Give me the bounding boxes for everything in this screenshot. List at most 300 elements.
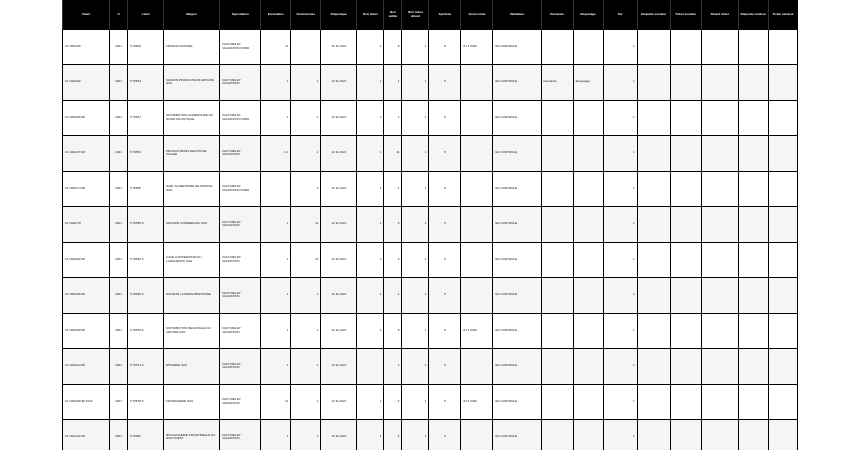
- cell-c10[interactable]: 1: [402, 136, 429, 172]
- table-row[interactable]: [63, 136, 798, 172]
- cell-c21[interactable]: [768, 349, 797, 385]
- cell-c0[interactable]: 10 1040x94 98: [63, 349, 110, 385]
- cell-c9[interactable]: 1: [384, 349, 402, 385]
- cell-c11[interactable]: 5: [429, 65, 461, 101]
- cell-c15[interactable]: [573, 242, 603, 278]
- column-header-c2[interactable]: Label: [128, 0, 164, 29]
- cell-c11[interactable]: 5: [429, 278, 461, 314]
- cell-c17[interactable]: [637, 384, 670, 420]
- cell-c1[interactable]: 2021: [110, 242, 128, 278]
- cell-c0[interactable]: 10 1040x98 98 1040: [63, 384, 110, 420]
- cell-c15[interactable]: [573, 136, 603, 172]
- cell-c17[interactable]: [637, 65, 670, 101]
- cell-c21[interactable]: [768, 313, 797, 349]
- cell-c20[interactable]: [738, 136, 768, 172]
- cell-c9[interactable]: 2: [384, 242, 402, 278]
- cell-c19[interactable]: [701, 207, 738, 243]
- cell-c18[interactable]: [670, 171, 701, 207]
- cell-c13[interactable]: EN CONTROLE: [493, 207, 541, 243]
- cell-c5[interactable]: 1: [261, 65, 291, 101]
- cell-c11[interactable]: 5: [429, 171, 461, 207]
- cell-c15[interactable]: [573, 171, 603, 207]
- table-row[interactable]: [63, 349, 798, 385]
- cell-c6[interactable]: 1: [291, 313, 321, 349]
- cell-c17[interactable]: [637, 420, 670, 450]
- cell-c21[interactable]: [768, 65, 797, 101]
- cell-c3[interactable]: BOULANGERIE INDUSTRIELLE DU SUD OUEST: [164, 420, 220, 450]
- cell-c15[interactable]: [573, 100, 603, 136]
- cell-c0[interactable]: 10 1040x86 98: [63, 278, 110, 314]
- cell-c5[interactable]: 11: [261, 29, 291, 65]
- cell-c18[interactable]: [670, 65, 701, 101]
- cell-c10[interactable]: 1: [402, 207, 429, 243]
- cell-c19[interactable]: [701, 242, 738, 278]
- cell-c9[interactable]: 5: [384, 29, 402, 65]
- cell-c4[interactable]: FACTURE ET VALIDATION: [220, 349, 261, 385]
- table-body: [63, 29, 798, 450]
- cell-c18[interactable]: [670, 349, 701, 385]
- cell-c12[interactable]: [461, 136, 493, 172]
- column-header-c19[interactable]: Dinard ticket: [701, 0, 738, 29]
- cell-c2[interactable]: 5 76547: [128, 100, 164, 136]
- cell-c2[interactable]: 5 76566 9: [128, 278, 164, 314]
- cell-c13[interactable]: EN CONTROLE: [493, 100, 541, 136]
- cell-c16[interactable]: 1: [603, 384, 637, 420]
- cell-c8[interactable]: 1: [357, 313, 384, 349]
- cell-c9[interactable]: 5: [384, 313, 402, 349]
- cell-c11[interactable]: 5: [429, 136, 461, 172]
- cell-c19[interactable]: [701, 136, 738, 172]
- cell-c21[interactable]: [768, 420, 797, 450]
- cell-c8[interactable]: 1: [357, 100, 384, 136]
- cell-c11[interactable]: 5: [429, 207, 461, 243]
- cell-c4[interactable]: FACTURE ET VALIDATION: [220, 278, 261, 314]
- cell-c21[interactable]: [768, 278, 797, 314]
- cell-c12[interactable]: [461, 242, 493, 278]
- cell-c3[interactable]: SOCIETE LAITIERE BRETONNE: [164, 278, 220, 314]
- cell-c19[interactable]: [701, 384, 738, 420]
- cell-c16[interactable]: 1: [603, 171, 637, 207]
- cell-c10[interactable]: 1: [402, 349, 429, 385]
- cell-c15[interactable]: [573, 29, 603, 65]
- column-header-c8[interactable]: Noir ticket: [357, 0, 384, 29]
- column-header-c11[interactable]: Symbole: [429, 0, 461, 29]
- cell-c3[interactable]: MAISON PRODUCTEUR GROUPE SAS: [164, 65, 220, 101]
- cell-c14[interactable]: [541, 349, 573, 385]
- cell-c20[interactable]: [738, 100, 768, 136]
- cell-c0[interactable]: 10 1040x78: [63, 207, 110, 243]
- cell-c15[interactable]: [573, 313, 603, 349]
- cell-c16[interactable]: 1: [603, 136, 637, 172]
- column-header-c15[interactable]: Etiquetage: [573, 0, 603, 29]
- cell-c9[interactable]: 5: [384, 207, 402, 243]
- cell-c17[interactable]: [637, 313, 670, 349]
- cell-c9[interactable]: 5: [384, 420, 402, 450]
- cell-c7[interactable]: 12 11 2021: [321, 420, 357, 450]
- cell-c16[interactable]: 1: [603, 242, 637, 278]
- cell-c20[interactable]: [738, 420, 768, 450]
- cell-c4[interactable]: FACTURE ET VALIDATION NORD: [220, 171, 261, 207]
- cell-c4[interactable]: FACTURE ET VALIDATION: [220, 207, 261, 243]
- cell-c18[interactable]: [670, 420, 701, 450]
- cell-c6[interactable]: 1: [291, 100, 321, 136]
- cell-c20[interactable]: [738, 65, 768, 101]
- cell-c15[interactable]: Etiquetage: [573, 65, 603, 101]
- cell-c5[interactable]: 1: [261, 349, 291, 385]
- cell-c11[interactable]: 5: [429, 384, 461, 420]
- cell-c4[interactable]: FACTURE ET VALIDATION: [220, 65, 261, 101]
- cell-c14[interactable]: Demande: [541, 65, 573, 101]
- cell-c19[interactable]: [701, 278, 738, 314]
- cell-c14[interactable]: [541, 420, 573, 450]
- cell-c14[interactable]: [541, 278, 573, 314]
- table-row[interactable]: [63, 100, 798, 136]
- cell-c18[interactable]: [670, 136, 701, 172]
- cell-c13[interactable]: EN CONTROLE: [493, 313, 541, 349]
- cell-c10[interactable]: 1: [402, 242, 429, 278]
- cell-c12[interactable]: [461, 207, 493, 243]
- cell-c20[interactable]: [738, 242, 768, 278]
- cell-c9[interactable]: 1: [384, 171, 402, 207]
- header-row: [63, 0, 798, 29]
- cell-c12[interactable]: 8 17 2030: [461, 313, 493, 349]
- cell-c20[interactable]: [738, 349, 768, 385]
- cell-c20[interactable]: [738, 313, 768, 349]
- cell-c3[interactable]: FROMAGERIE SAS: [164, 384, 220, 420]
- cell-c18[interactable]: [670, 242, 701, 278]
- cell-c17[interactable]: [637, 100, 670, 136]
- cell-c8[interactable]: 1: [357, 207, 384, 243]
- cell-c0[interactable]: 10 1040x82 98: [63, 242, 110, 278]
- cell-c4[interactable]: FACTURE ET VALIDATION: [220, 242, 261, 278]
- cell-c13[interactable]: EN CONTROLE: [493, 171, 541, 207]
- cell-c5[interactable]: 1: [261, 278, 291, 314]
- column-header-c16[interactable]: Tax: [603, 0, 637, 29]
- cell-c7[interactable]: 12 11 2021: [321, 313, 357, 349]
- cell-c4[interactable]: FACTURE ET VALIDATION: [220, 420, 261, 450]
- cell-c8[interactable]: 1: [357, 278, 384, 314]
- cell-c3[interactable]: GROUPE COMMERCIAL SAS: [164, 207, 220, 243]
- cell-c14[interactable]: [541, 207, 573, 243]
- cell-c2[interactable]: 5 76551: [128, 136, 164, 172]
- column-header-c0[interactable]: Client: [63, 0, 110, 29]
- cell-c9[interactable]: 1: [384, 100, 402, 136]
- cell-c16[interactable]: 1: [603, 65, 637, 101]
- cell-c4[interactable]: FACTURE ET VALIDATION: [220, 136, 261, 172]
- column-header-c13[interactable]: Validateur: [493, 0, 541, 29]
- cell-c20[interactable]: [738, 207, 768, 243]
- cell-c12[interactable]: [461, 171, 493, 207]
- cell-c15[interactable]: [573, 420, 603, 450]
- cell-c16[interactable]: 1: [603, 207, 637, 243]
- cell-c9[interactable]: 4: [384, 278, 402, 314]
- cell-c17[interactable]: [637, 171, 670, 207]
- cell-c17[interactable]: [637, 278, 670, 314]
- cell-c0[interactable]: 10 1040x74 98: [63, 171, 110, 207]
- cell-c19[interactable]: [701, 100, 738, 136]
- cell-c5[interactable]: 1: [261, 100, 291, 136]
- column-header-c18[interactable]: Ticket vendeur: [670, 0, 701, 29]
- cell-c8[interactable]: 1: [357, 29, 384, 65]
- cell-c16[interactable]: 1: [603, 313, 637, 349]
- cell-c1[interactable]: 2021: [110, 278, 128, 314]
- cell-c6[interactable]: 1: [291, 278, 321, 314]
- cell-c13[interactable]: EN CONTROLE: [493, 65, 541, 101]
- cell-c16[interactable]: 1: [603, 278, 637, 314]
- column-header-c21[interactable]: Ticket vendeur: [768, 0, 797, 29]
- cell-c0[interactable]: 10 1040x62: [63, 65, 110, 101]
- cell-c15[interactable]: [573, 384, 603, 420]
- cell-c20[interactable]: [738, 278, 768, 314]
- cell-c3[interactable]: DISTRIBUTION ALIMENTAIRE DU NORD ATLANTIQUE: [164, 100, 220, 136]
- cell-c15[interactable]: [573, 278, 603, 314]
- cell-c1[interactable]: 2021: [110, 420, 128, 450]
- cell-c7[interactable]: 12 11 2021: [321, 100, 357, 136]
- cell-c18[interactable]: [670, 278, 701, 314]
- cell-c16[interactable]: 1: [603, 420, 637, 450]
- cell-c13[interactable]: EN CONTROLE: [493, 242, 541, 278]
- cell-c21[interactable]: [768, 384, 797, 420]
- cell-c14[interactable]: [541, 136, 573, 172]
- cell-c2[interactable]: 5 76570 9: [128, 313, 164, 349]
- cell-c1[interactable]: 2021: [110, 65, 128, 101]
- cell-c18[interactable]: [670, 100, 701, 136]
- cell-c11[interactable]: 5: [429, 349, 461, 385]
- cell-c5[interactable]: 1: [261, 242, 291, 278]
- cell-c19[interactable]: [701, 420, 738, 450]
- cell-c0[interactable]: 10 1040x66 98: [63, 100, 110, 136]
- cell-c7[interactable]: 12 11 2021: [321, 136, 357, 172]
- cell-c20[interactable]: [738, 384, 768, 420]
- cell-c20[interactable]: [738, 29, 768, 65]
- cell-c6[interactable]: [291, 29, 321, 65]
- cell-c12[interactable]: [461, 65, 493, 101]
- cell-c7[interactable]: 12 11 2021: [321, 384, 357, 420]
- cell-c8[interactable]: 1: [357, 171, 384, 207]
- cell-c18[interactable]: [670, 384, 701, 420]
- cell-c13[interactable]: EN CONTROLE: [493, 136, 541, 172]
- cell-c7[interactable]: 12 11 2021: [321, 171, 357, 207]
- cell-c18[interactable]: [670, 313, 701, 349]
- cell-c3[interactable]: CAVE COOPERATIVE DU LANGUEDOC SAS: [164, 242, 220, 278]
- cell-c0[interactable]: 10 1040x70 98: [63, 136, 110, 172]
- cell-c14[interactable]: [541, 171, 573, 207]
- cell-c9[interactable]: 11: [384, 136, 402, 172]
- cell-c19[interactable]: [701, 65, 738, 101]
- cell-c1[interactable]: 2021: [110, 29, 128, 65]
- cell-c11[interactable]: 5: [429, 420, 461, 450]
- column-header-c10[interactable]: Noir ticket dinard: [402, 0, 429, 29]
- table-row[interactable]: [63, 384, 798, 420]
- column-header-c12[interactable]: Vente totale: [461, 0, 493, 29]
- table-row[interactable]: [63, 29, 798, 65]
- cell-c19[interactable]: [701, 171, 738, 207]
- cell-c2[interactable]: 5 76558 9: [128, 207, 164, 243]
- cell-c1[interactable]: 2021: [110, 384, 128, 420]
- cell-c18[interactable]: [670, 29, 701, 65]
- cell-c12[interactable]: 8 17 2030: [461, 29, 493, 65]
- cell-c12[interactable]: [461, 420, 493, 450]
- cell-c3[interactable]: FRANCE NATUREL: [164, 29, 220, 65]
- cell-c20[interactable]: [738, 171, 768, 207]
- cell-c6[interactable]: 1: [291, 136, 321, 172]
- cell-c2[interactable]: 5 76562 9: [128, 242, 164, 278]
- cell-c7[interactable]: 12 11 2021: [321, 278, 357, 314]
- cell-c6[interactable]: 11: [291, 242, 321, 278]
- table-row[interactable]: [63, 420, 798, 450]
- cell-c5[interactable]: 1 1: [261, 136, 291, 172]
- cell-c7[interactable]: 12 11 2021: [321, 242, 357, 278]
- cell-c2[interactable]: 5 76582: [128, 420, 164, 450]
- column-header-c14[interactable]: Demande: [541, 0, 573, 29]
- column-header-c5[interactable]: Ecrasables: [261, 0, 291, 29]
- cell-c0[interactable]: 10 1040x56: [63, 29, 110, 65]
- table-row[interactable]: [63, 171, 798, 207]
- cell-c0[interactable]: 10 1040x90 98: [63, 313, 110, 349]
- cell-c14[interactable]: [541, 29, 573, 65]
- cell-c2[interactable]: 5 76574 9: [128, 349, 164, 385]
- cell-c2[interactable]: 5 76540: [128, 29, 164, 65]
- cell-c10[interactable]: 1: [402, 100, 429, 136]
- cell-c16[interactable]: 1: [603, 29, 637, 65]
- cell-c13[interactable]: EN CONTROLE: [493, 278, 541, 314]
- cell-c10[interactable]: 1: [402, 420, 429, 450]
- column-header-c1[interactable]: Yr: [110, 0, 128, 29]
- cell-c21[interactable]: [768, 207, 797, 243]
- cell-c10[interactable]: 1: [402, 313, 429, 349]
- cell-c10[interactable]: 1: [402, 278, 429, 314]
- cell-c6[interactable]: 1: [291, 171, 321, 207]
- cell-c17[interactable]: [637, 349, 670, 385]
- cell-c11[interactable]: 5: [429, 313, 461, 349]
- table-row[interactable]: [63, 313, 798, 349]
- cell-c0[interactable]: 10 1041x02 98: [63, 420, 110, 450]
- cell-c18[interactable]: [670, 207, 701, 243]
- cell-c13[interactable]: EN CONTROLE: [493, 384, 541, 420]
- cell-c16[interactable]: 1: [603, 349, 637, 385]
- cell-c8[interactable]: [357, 349, 384, 385]
- column-header-c4[interactable]: Speculation: [220, 0, 261, 29]
- column-header-c17[interactable]: Etiquette vendeur: [637, 0, 670, 29]
- cell-c7[interactable]: 12 11 2021: [321, 207, 357, 243]
- cell-c1[interactable]: 2021: [110, 313, 128, 349]
- cell-c5[interactable]: 1: [261, 420, 291, 450]
- cell-c3[interactable]: DISTRIBUTION REGIONALE DU CENTRE SAS: [164, 313, 220, 349]
- cell-c7[interactable]: 12 11 2021: [321, 65, 357, 101]
- cell-c3[interactable]: SARL ALIMENTAIRE DE FRANCE SUD: [164, 171, 220, 207]
- cell-c21[interactable]: [768, 100, 797, 136]
- cell-c1[interactable]: 2021: [110, 171, 128, 207]
- cell-c17[interactable]: [637, 242, 670, 278]
- cell-c12[interactable]: [461, 278, 493, 314]
- cell-c9[interactable]: 4: [384, 384, 402, 420]
- cell-c6[interactable]: 11: [291, 207, 321, 243]
- cell-c4[interactable]: FACTURE ET VALIDATION: [220, 384, 261, 420]
- cell-c21[interactable]: [768, 29, 797, 65]
- table-row[interactable]: [63, 207, 798, 243]
- cell-c17[interactable]: [637, 136, 670, 172]
- cell-c4[interactable]: FACTURE ET VALIDATION NORD: [220, 29, 261, 65]
- column-header-c9[interactable]: Noir valide: [384, 0, 402, 29]
- cell-c11[interactable]: 5: [429, 29, 461, 65]
- cell-c15[interactable]: [573, 207, 603, 243]
- cell-c7[interactable]: 12 11 2021: [321, 349, 357, 385]
- column-header-c3[interactable]: Mapper: [164, 0, 220, 29]
- cell-c14[interactable]: [541, 242, 573, 278]
- cell-c19[interactable]: [701, 313, 738, 349]
- cell-c1[interactable]: 2021: [110, 100, 128, 136]
- cell-c8[interactable]: 1: [357, 384, 384, 420]
- cell-c7[interactable]: 12 11 2021: [321, 29, 357, 65]
- cell-c1[interactable]: 2021: [110, 136, 128, 172]
- cell-c12[interactable]: [461, 349, 493, 385]
- cell-c6[interactable]: 1: [291, 65, 321, 101]
- cell-c6[interactable]: 1: [291, 384, 321, 420]
- cell-c21[interactable]: [768, 136, 797, 172]
- cell-c10[interactable]: 1: [402, 384, 429, 420]
- cell-c5[interactable]: [261, 171, 291, 207]
- table-row[interactable]: [63, 278, 798, 314]
- cell-c8[interactable]: 1: [357, 136, 384, 172]
- table-row[interactable]: [63, 242, 798, 278]
- cell-c14[interactable]: [541, 313, 573, 349]
- cell-c11[interactable]: 5: [429, 100, 461, 136]
- cell-c9[interactable]: 1: [384, 65, 402, 101]
- column-header-c7[interactable]: Etiquetique: [321, 0, 357, 29]
- cell-c13[interactable]: EN CONTROLE: [493, 420, 541, 450]
- cell-c8[interactable]: 1: [357, 420, 384, 450]
- cell-c19[interactable]: [701, 29, 738, 65]
- cell-c1[interactable]: 2021: [110, 349, 128, 385]
- cell-c4[interactable]: FACTURE ET VALIDATION: [220, 313, 261, 349]
- cell-c10[interactable]: 1: [402, 171, 429, 207]
- cell-c3[interactable]: PRODUCTEURS REUNIS DE VALLEE: [164, 136, 220, 172]
- cell-c4[interactable]: FACTURE ET VALIDATION NORD: [220, 100, 261, 136]
- cell-c2[interactable]: 5 76578 9: [128, 384, 164, 420]
- cell-c17[interactable]: [637, 207, 670, 243]
- column-header-c6[interactable]: Scalonneries: [291, 0, 321, 29]
- cell-c16[interactable]: 1: [603, 100, 637, 136]
- cell-c1[interactable]: 2021: [110, 207, 128, 243]
- cell-c8[interactable]: 1: [357, 65, 384, 101]
- cell-c3[interactable]: EPICERIE SAS: [164, 349, 220, 385]
- cell-c13[interactable]: EN CONTROLE: [493, 349, 541, 385]
- cell-c10[interactable]: 1: [402, 29, 429, 65]
- cell-c21[interactable]: [768, 171, 797, 207]
- cell-c14[interactable]: [541, 384, 573, 420]
- table-row[interactable]: [63, 65, 798, 101]
- cell-c2[interactable]: 5 76544: [128, 65, 164, 101]
- cell-c13[interactable]: EN CONTROLE: [493, 29, 541, 65]
- cell-c5[interactable]: 11: [261, 384, 291, 420]
- cell-c11[interactable]: 5: [429, 242, 461, 278]
- cell-c15[interactable]: [573, 349, 603, 385]
- column-header-c20[interactable]: Etiquette vendeur: [738, 0, 768, 29]
- cell-c5[interactable]: 1: [261, 313, 291, 349]
- cell-c12[interactable]: 8 17 2030: [461, 384, 493, 420]
- cell-c19[interactable]: [701, 349, 738, 385]
- cell-c2[interactable]: 5 76555: [128, 171, 164, 207]
- cell-c14[interactable]: [541, 100, 573, 136]
- cell-c5[interactable]: 1: [261, 207, 291, 243]
- cell-c17[interactable]: [637, 29, 670, 65]
- cell-c8[interactable]: 1: [357, 242, 384, 278]
- cell-c6[interactable]: 1: [291, 349, 321, 385]
- cell-c12[interactable]: [461, 100, 493, 136]
- cell-c21[interactable]: [768, 242, 797, 278]
- cell-c10[interactable]: 1: [402, 65, 429, 101]
- cell-c6[interactable]: 1: [291, 420, 321, 450]
